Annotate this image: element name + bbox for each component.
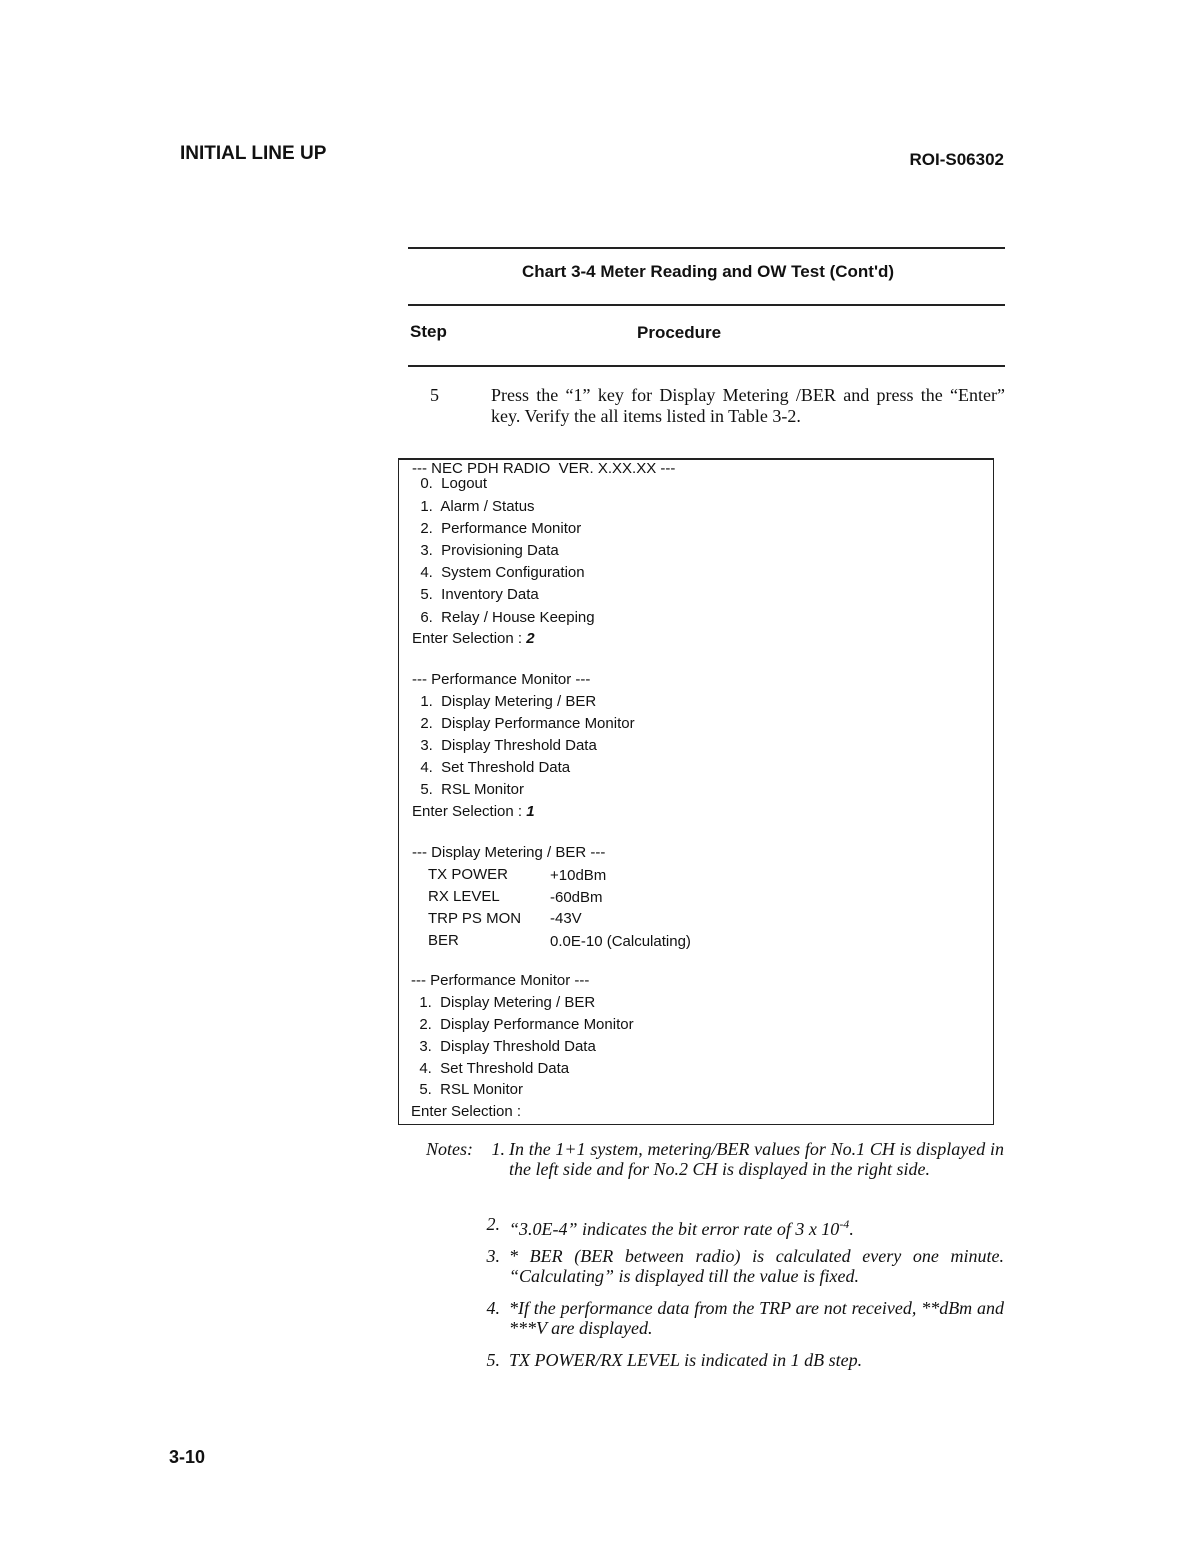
- metering-value: 0.0E-10 (Calculating): [550, 933, 691, 950]
- note-number: 2.: [486, 1214, 500, 1234]
- submenu-title: --- Performance Monitor ---: [411, 972, 590, 989]
- metering-label: BER: [428, 932, 459, 949]
- metering-title: --- Display Metering / BER ---: [412, 844, 606, 861]
- submenu-item-metering: 1. Display Metering / BER: [412, 693, 597, 710]
- note-number: 5.: [486, 1350, 500, 1370]
- submenu-item-metering: 1. Display Metering / BER: [411, 994, 596, 1011]
- submenu-item-threshold: 3. Display Threshold Data: [412, 737, 597, 754]
- step-procedure-text: Press the “1” key for Display Metering /BER and press the “Enter” key. Verify the all items listed in Table 3-2.: [491, 385, 1005, 426]
- submenu-item-set-threshold: 4. Set Threshold Data: [412, 759, 571, 776]
- prompt-label: Enter Selection :: [412, 630, 527, 647]
- menu-item-provisioning-data: 3. Provisioning Data: [412, 542, 559, 559]
- note-text: In the 1+1 system, metering/BER values for No.1 CH is displayed in the left side and for No.2 CH is displayed in the right side.: [509, 1139, 1004, 1179]
- metering-label: TRP PS MON: [428, 910, 522, 927]
- note-text: * BER (BER between radio) is calculated every one minute. “Calculating” is displayed till the value is fixed.: [509, 1246, 1004, 1286]
- note-superscript: -4: [839, 1217, 850, 1231]
- metering-label: TX POWER: [428, 866, 509, 883]
- metering-value: -60dBm: [550, 889, 603, 906]
- column-header-procedure: Procedure: [637, 323, 722, 342]
- menu-item-logout: 0. Logout: [412, 475, 488, 492]
- step-number: 5: [430, 385, 439, 405]
- menu-item-system-configuration: 4. System Configuration: [412, 564, 585, 581]
- submenu-title: --- Performance Monitor ---: [412, 671, 591, 688]
- metering-value: -43V: [550, 910, 582, 927]
- terminal-screen: [398, 458, 994, 1125]
- section-title: INITIAL LINE UP: [180, 143, 327, 164]
- enter-selection-prompt: Enter Selection :: [411, 1103, 522, 1120]
- menu-item-performance-monitor: 2. Performance Monitor: [412, 520, 582, 537]
- top-rule: [408, 247, 1005, 249]
- title-rule: [408, 304, 1005, 306]
- document-id: ROI-S06302: [909, 150, 1004, 169]
- submenu-item-performance: 2. Display Performance Monitor: [411, 1016, 634, 1033]
- note-number: 1.: [491, 1139, 505, 1159]
- header-rule: [408, 365, 1005, 367]
- metering-label: RX LEVEL: [428, 888, 500, 905]
- terminal-menu-title: --- NEC PDH RADIO VER. X.XX.XX ---: [412, 460, 676, 477]
- note-text-part: “3.0E-4” indicates the bit error rate of 3 x 10: [509, 1219, 840, 1239]
- column-header-step: Step: [410, 322, 447, 341]
- submenu-item-rsl: 5. RSL Monitor: [411, 1081, 523, 1098]
- submenu-item-threshold: 3. Display Threshold Data: [411, 1038, 596, 1055]
- page-number: 3-10: [169, 1447, 206, 1467]
- note-number: 3.: [486, 1246, 500, 1266]
- enter-selection-prompt: [412, 803, 535, 821]
- note-text: *If the performance data from the TRP are not received, **dBm and ***V are displayed.: [509, 1298, 1004, 1338]
- submenu-item-rsl: 5. RSL Monitor: [412, 781, 524, 798]
- metering-value: +10dBm: [550, 867, 607, 884]
- note-text: TX POWER/RX LEVEL is indicated in 1 dB step.: [509, 1350, 863, 1370]
- menu-item-relay-housekeeping: 6. Relay / House Keeping: [412, 609, 595, 626]
- note-text: [509, 1214, 1004, 1239]
- submenu-item-set-threshold: 4. Set Threshold Data: [411, 1060, 570, 1077]
- menu-item-alarm-status: 1. Alarm / Status: [412, 498, 535, 515]
- enter-selection-prompt: [412, 630, 535, 648]
- chart-title: Chart 3-4 Meter Reading and OW Test (Cont'd): [521, 262, 895, 281]
- note-text-part: .: [849, 1219, 854, 1239]
- selection-value: 2: [526, 630, 535, 647]
- note-number: 4.: [486, 1298, 500, 1318]
- selection-value: 1: [526, 803, 535, 820]
- submenu-item-performance: 2. Display Performance Monitor: [412, 715, 635, 732]
- notes-label: Notes:: [426, 1139, 473, 1159]
- prompt-label: Enter Selection :: [412, 803, 527, 820]
- menu-item-inventory-data: 5. Inventory Data: [412, 586, 539, 603]
